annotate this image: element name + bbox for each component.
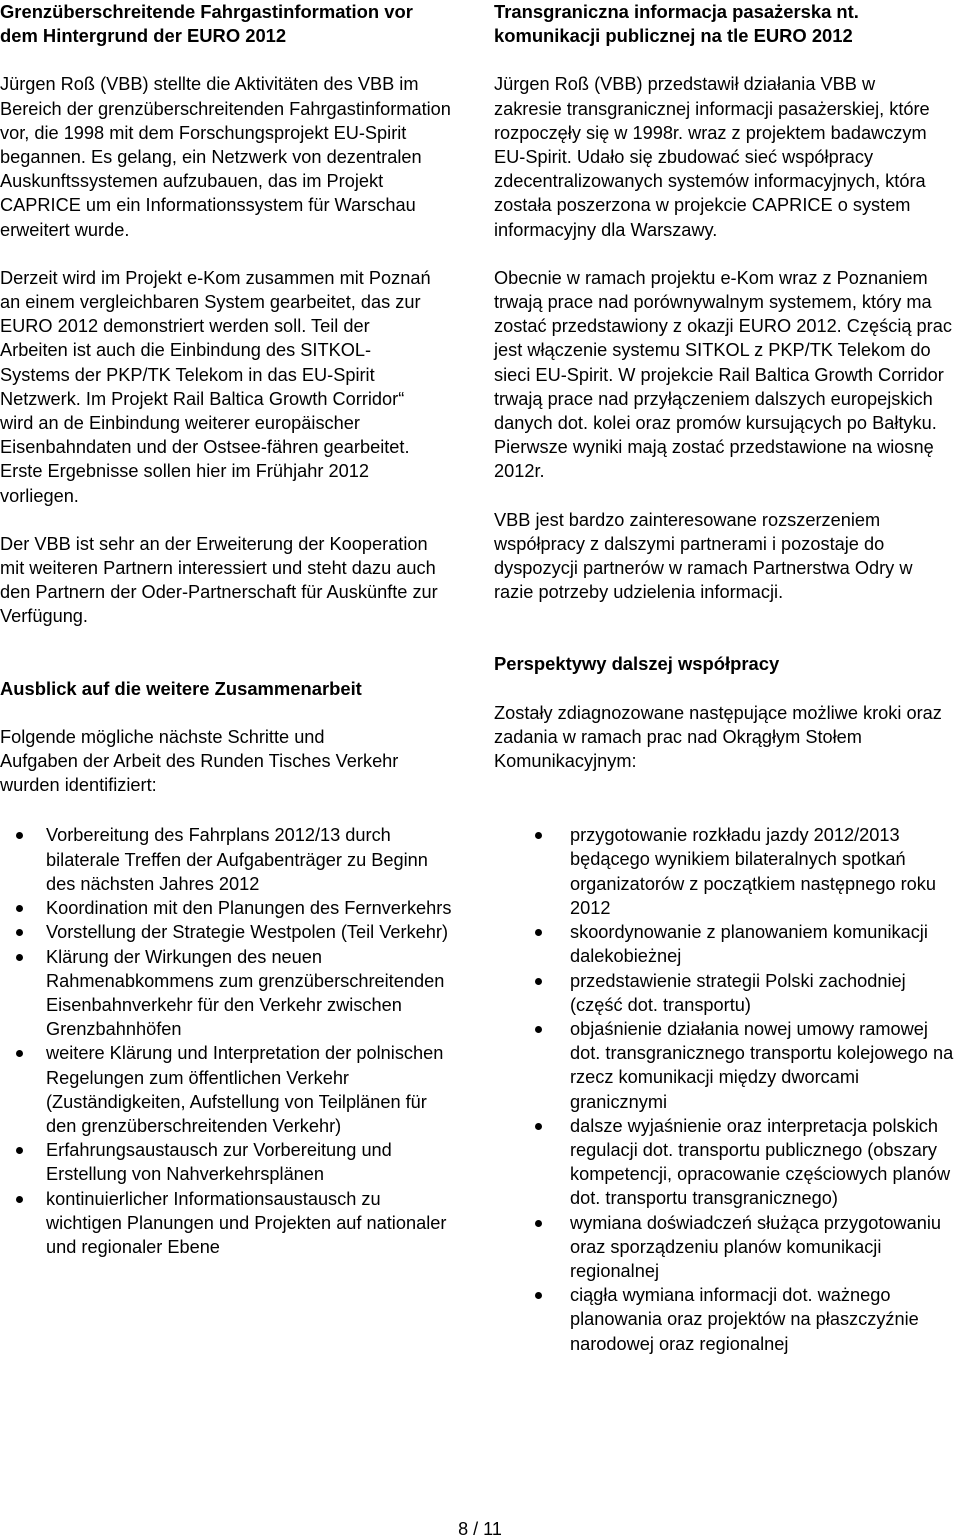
column-polish	[494, 0, 956, 1356]
list-item: kontinuierlicher Informationsaustausch zu wichtigen Planungen und Projekten auf nationaler und regionaler Ebene	[0, 1187, 460, 1260]
paragraph-de-4: Folgende mögliche nächste Schritte und Aufgaben der Arbeit des Runden Tisches Verkehr wurden identifiziert:	[0, 726, 399, 796]
list-pl	[494, 823, 956, 1355]
list-item: dalsze wyjaśnienie oraz interpretacja polskich regulacji dot. transportu publicznego (obszary kompetencji, opracowanie częściowych planów dot. transportu transgranicznego)	[494, 1114, 956, 1211]
page-number: 8 / 11	[458, 1519, 502, 1539]
list-item: Vorbereitung des Fahrplans 2012/13 durch bilaterale Treffen der Aufgabenträger zu Beginn des nächsten Jahres 2012	[0, 823, 460, 896]
list-item: Klärung der Wirkungen des neuen Rahmenabkommens zum grenzüberschreitenden Eisenbahnverkehr für den Verkehr zwischen Grenzbahnhöfen	[0, 945, 460, 1042]
paragraph-pl-1: Jürgen Roß (VBB) przedstawił działania VBB w zakresie transgranicznej informacji pasażerskiej, które rozpoczęły się w 1998r. wraz z projektem badawczym EU-Spirit. Udało się zbudować sieć współpracy zdecentralizowanych systemów informacyjnych, która została poszerzona w projekcie CAPRICE o system informacyjny dla Warszawy.	[494, 74, 930, 240]
list-item: przygotowanie rozkładu jazdy 2012/2013 będącego wynikiem bilateralnych spotkań organizatorów z początkiem następnego roku 2012	[494, 823, 956, 920]
list-item: skoordynowanie z planowaniem komunikacji dalekobieżnej	[494, 920, 956, 968]
paragraph-pl-3: VBB jest bardzo zainteresowane rozszerzeniem współpracy z dalszymi partnerami i pozostaje do dyspozycji partnerów w ramach Partnerstwa Odry w razie potrzeby udzielenia informacji.	[494, 509, 913, 603]
section-title-de-2: Ausblick auf die weitere Zusammenarbeit	[0, 677, 362, 699]
list-item: przedstawienie strategii Polski zachodniej (część dot. transportu)	[494, 969, 956, 1017]
list-item: Vorstellung der Strategie Westpolen (Teil Verkehr)	[0, 920, 460, 944]
paragraph-pl-2: Obecnie w ramach projektu e-Kom wraz z Poznaniem trwają prace nad porównywalnym systemem, który ma zostać przedstawiony z okazji EURO 2012. Częścią prac jest włączenie systemu SITKOL z PKP/TK Telekom do sieci EU-Spirit. W projekcie Rail Baltica Growth Corridor trwają prace nad przyłączeniem dalszych europejskich danych dot. kolei oraz promów kursujących po Bałtyku. Pierwsze wyniki mają zostać przedstawione na wiosnę 2012r.	[494, 267, 952, 482]
section-title-pl-2: Perspektywy dalszej współpracy	[494, 653, 780, 675]
list-item: ciągła wymiana informacji dot. ważnego planowania oraz projektów na płaszczyźnie narodowej oraz regionalnej	[494, 1283, 956, 1356]
list-item: objaśnienie działania nowej umowy ramowej dot. transgranicznego transportu kolejowego na rzecz komunikacji między dworcami granicznymi	[494, 1017, 956, 1114]
paragraph-de-3: Der VBB ist sehr an der Erweiterung der Kooperation mit weiteren Partnern interessiert und steht dazu auch den Partnern der Oder-Partnerschaft für Auskünfte zur Verfügung.	[0, 533, 438, 627]
list-item: weitere Klärung und Interpretation der polnischen Regelungen zum öffentlichen Verkehr (Zuständigkeiten, Aufstellung von Teilplänen für den grenzüberschreitenden Verkehr)	[0, 1041, 460, 1138]
paragraph-de-2: Derzeit wird im Projekt e-Kom zusammen mit Poznań an einem vergleichbaren System gearbeitet, das zur EURO 2012 demonstriert werden soll. Teil der Arbeiten ist auch die Einbindung des SITKOL-Systems der PKP/TK Telekom in das EU-Spirit Netzwerk. Im Projekt Rail Baltica Growth Corridor“ wird an de Einbindung weiterer europäischer Eisenbahndaten und der Ostsee-fähren gearbeitet. Erste Ergebnisse sollen hier im Frühjahr 2012 vorliegen.	[0, 267, 431, 506]
paragraph-pl-4: Zostały zdiagnozowane następujące możliwe kroki oraz zadania w ramach prac nad Okrągłym Stołem Komunikacyjnym:	[494, 702, 942, 772]
column-german	[0, 0, 470, 1259]
section-title-pl: Transgraniczna informacja pasażerska nt. komunikacji publicznej na tle EURO 2012	[494, 1, 859, 47]
list-item: Koordination mit den Planungen des Fernverkehrs	[0, 896, 460, 920]
section-title-de: Grenzüberschreitende Fahrgastinformation vor dem Hintergrund der EURO 2012	[0, 1, 413, 47]
list-item: Erfahrungsaustausch zur Vorbereitung und Erstellung von Nahverkehrsplänen	[0, 1138, 460, 1186]
list-item: wymiana doświadczeń służąca przygotowaniu oraz sporządzeniu planów komunikacji regionalnej	[494, 1211, 956, 1284]
list-de	[0, 823, 460, 1259]
paragraph-de-1: Jürgen Roß (VBB) stellte die Aktivitäten des VBB im Bereich der grenzüberschreitenden Fahrgastinformation vor, die 1998 mit dem Forschungsprojekt EU-Spirit begannen. Es gelang, ein Netzwerk von dezentralen Auskunftssystemen aufzubauen, das im Projekt CAPRICE um ein Informationssystem für Warschau erweitert wurde.	[0, 74, 451, 240]
